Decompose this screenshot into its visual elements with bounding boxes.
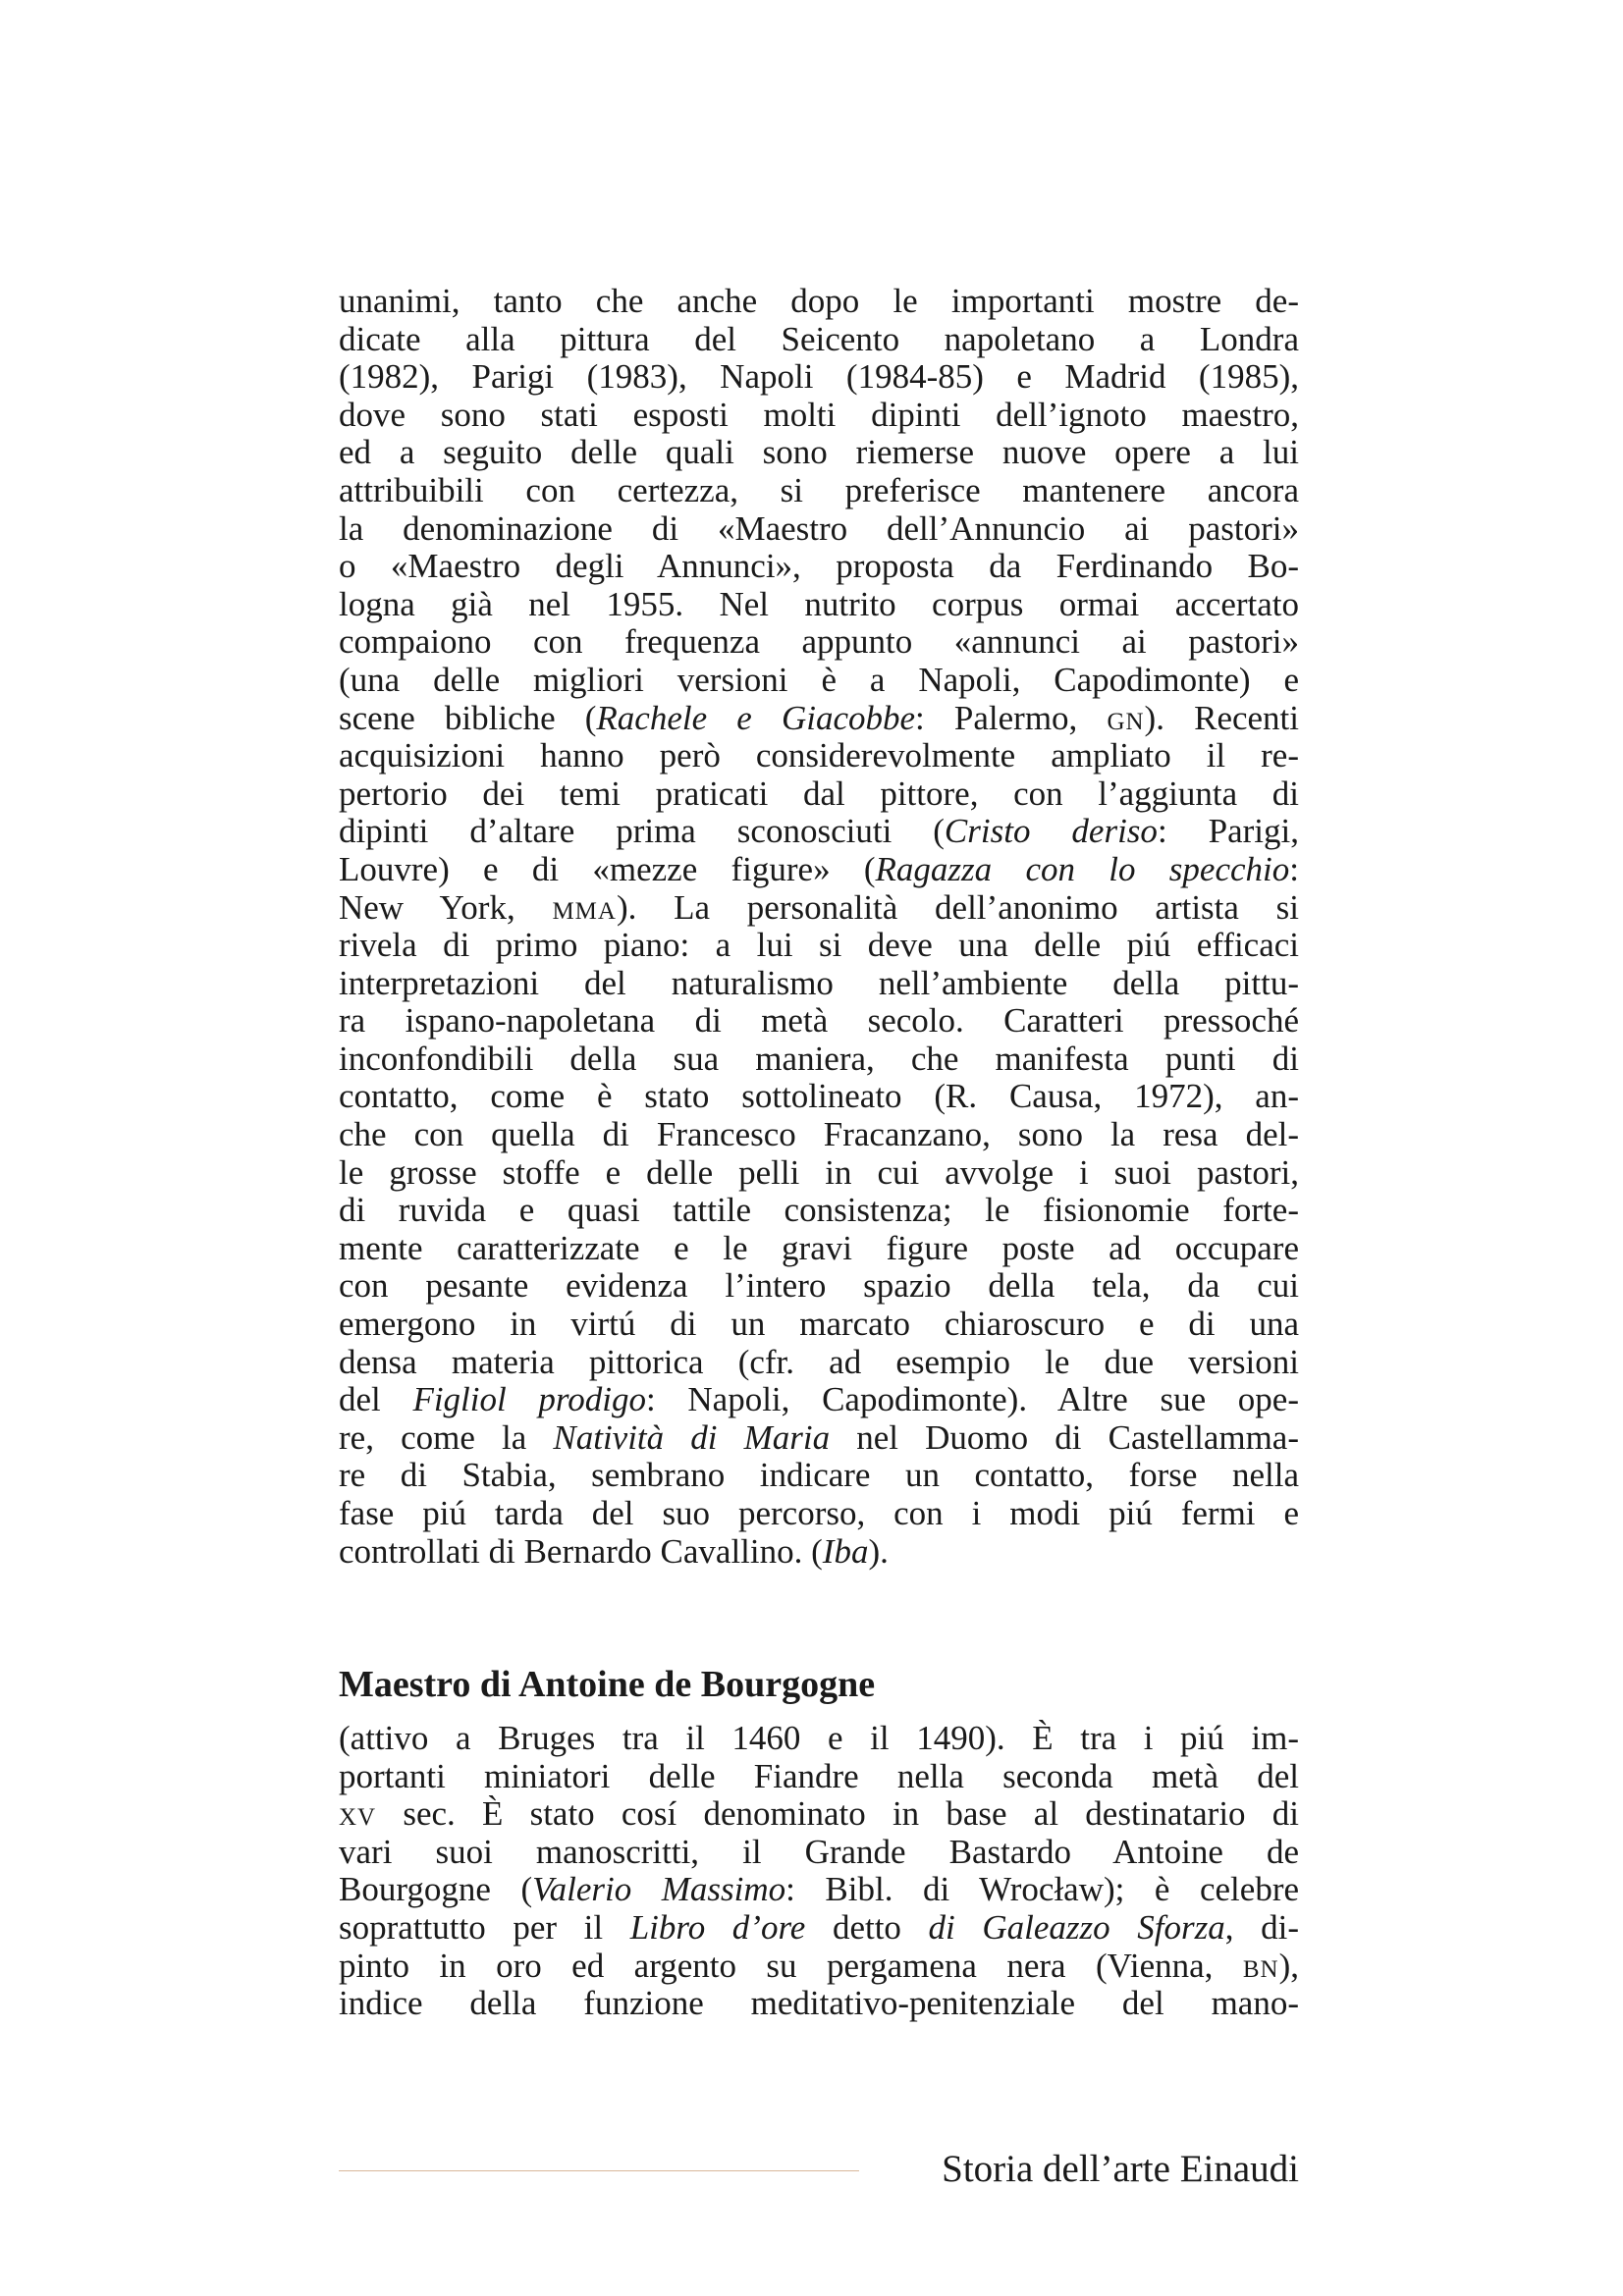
text-line [339, 662, 1299, 700]
text-run: fase piú tarda del suo percorso, con i modi piú fermi e [339, 1494, 1299, 1532]
footer-rule [339, 2170, 859, 2171]
text-run: ). Recenti [1144, 698, 1299, 737]
text-line [339, 1720, 1299, 1758]
text-line [339, 548, 1299, 586]
text-line [339, 1909, 1299, 1948]
library-abbreviation: bn [1242, 1946, 1279, 1985]
text-run: : Bibl. di Wrocław); è celebre [785, 1870, 1300, 1909]
text-run: dicate alla pittura del Seicento napoletano a Londra [339, 319, 1299, 358]
text-run: compaiono con frequenza appunto «annunci ai pastori» [339, 622, 1299, 662]
text-run: o «Maestro degli Annunci», proposta da Ferdinando Bo- [339, 547, 1299, 586]
text-run: attribuibili con certezza, si preferisce mantenere ancora [339, 470, 1299, 509]
text-run: , di- [1224, 1907, 1299, 1947]
artwork-title: Figliol prodigo [412, 1380, 646, 1419]
body-paragraph-2 [339, 1720, 1299, 2023]
text-line [339, 434, 1299, 472]
text-run: del [339, 1380, 413, 1419]
text-run: ), [1278, 1946, 1299, 1985]
text-run: ra ispano-napoletana di metà secolo. Caratteri pressoché [339, 1001, 1299, 1041]
footer-title: Storia dell’arte Einaudi [942, 2148, 1299, 2190]
author-initials: Iba [822, 1531, 869, 1571]
text-run: contatto, come è stato sottolineato (R. Causa, 1972), an- [339, 1077, 1299, 1116]
artwork-title: Natività di Maria [553, 1417, 831, 1457]
text-line [339, 1267, 1299, 1306]
text-run: vari suoi manoscritti, il Grande Bastardo Antoine de [339, 1832, 1299, 1871]
text-line [339, 775, 1299, 814]
artwork-title: Cristo deriso [944, 812, 1158, 851]
text-run: sec. È stato cosí denominato in base al destinatario di [376, 1794, 1299, 1834]
text-run: mente caratterizzate e le gravi figure poste ad occupare [339, 1228, 1299, 1267]
text-run: ). La personalità dell’anonimo artista si [616, 887, 1300, 927]
text-line [339, 851, 1299, 889]
text-run: : [1289, 849, 1299, 888]
text-run: nel Duomo di Castellamma- [830, 1417, 1299, 1457]
text-line [339, 586, 1299, 624]
museum-abbreviation: gn [1107, 698, 1145, 737]
text-line [339, 1154, 1299, 1193]
text-run: re, come la [339, 1417, 554, 1457]
text-run: acquisizioni hanno però considerevolmente ampliato il re- [339, 736, 1299, 775]
text-line [339, 1948, 1299, 1986]
text-line [339, 283, 1299, 321]
text-run: rivela di primo piano: a lui si deve una delle piú efficaci [339, 926, 1299, 965]
manuscript-title: di Galeazzo Sforza [928, 1907, 1225, 1947]
text-run: con pesante evidenza l’intero spazio della tela, da cui [339, 1266, 1299, 1306]
text-run: (una delle migliori versioni è a Napoli, Capodimonte) e [339, 660, 1299, 699]
body-paragraph-1 [339, 283, 1299, 1571]
manuscript-title: Libro d’ore [629, 1907, 806, 1947]
text-run: : Parigi, [1157, 812, 1299, 851]
text-run: (attivo a Bruges tra il 1460 e il 1490). È tra i piú im- [339, 1719, 1299, 1757]
text-line [339, 1306, 1299, 1344]
text-run: : Palermo, [915, 698, 1108, 737]
text-line [339, 1344, 1299, 1382]
text-line [339, 397, 1299, 435]
text-line [339, 510, 1299, 549]
text-line [339, 700, 1299, 738]
text-line [339, 1381, 1299, 1419]
text-line [339, 1041, 1299, 1079]
text-run: ). [868, 1531, 889, 1571]
text-run: densa materia pittorica (cfr. ad esempio le due versioni [339, 1342, 1299, 1381]
text-line [339, 1795, 1299, 1834]
century-numeral: xv [339, 1794, 377, 1834]
text-run: dove sono stati esposti molti dipinti dell’ignoto maestro, [339, 395, 1299, 434]
museum-abbreviation: mma [552, 887, 617, 927]
text-line [339, 1457, 1299, 1495]
text-run: logna già nel 1955. Nel nutrito corpus ormai accertato [339, 584, 1299, 623]
text-run: detto [805, 1907, 929, 1947]
text-run: inconfondibili della sua maniera, che manifesta punti di [339, 1039, 1299, 1078]
text-line [339, 1985, 1299, 2023]
text-run: re di Stabia, sembrano indicare un contatto, forse nella [339, 1456, 1299, 1495]
artwork-title: Ragazza con lo specchio [875, 849, 1290, 888]
text-line [339, 927, 1299, 965]
text-line [339, 1002, 1299, 1041]
text-line [339, 1419, 1299, 1458]
text-line [339, 1533, 1299, 1572]
text-run: ed a seguito delle quali sono riemerse nuove opere a lui [339, 433, 1299, 472]
text-run: dipinti d’altare prima sconosciuti ( [339, 812, 945, 851]
text-run: indice della funzione meditativo-penitenziale del mano- [339, 1984, 1299, 2023]
text-line [339, 1116, 1299, 1154]
text-run: pertorio dei temi praticati dal pittore, con l’aggiunta di [339, 774, 1299, 813]
text-line [339, 889, 1299, 928]
artwork-title: Rachele e Giacobbe [596, 698, 916, 737]
text-line [339, 1834, 1299, 1872]
text-run: la denominazione di «Maestro dell’Annuncio ai pastori» [339, 508, 1299, 548]
text-run: portanti miniatori delle Fiandre nella seconda metà del [339, 1756, 1299, 1795]
text-line [339, 965, 1299, 1003]
text-line [339, 472, 1299, 510]
text-line [339, 358, 1299, 397]
text-line [339, 1871, 1299, 1909]
text-line [339, 1495, 1299, 1533]
text-line [339, 1230, 1299, 1268]
text-run: controllati di Bernardo Cavallino. ( [339, 1531, 823, 1571]
text-line [339, 813, 1299, 851]
text-run: (1982), Parigi (1983), Napoli (1984-85) e Madrid (1985), [339, 357, 1299, 397]
text-line [339, 737, 1299, 775]
manuscript-title: Valerio Massimo [532, 1870, 786, 1909]
text-run: Bourgogne ( [339, 1870, 533, 1909]
text-run: New York, [339, 887, 553, 927]
text-run: scene bibliche ( [339, 698, 597, 737]
text-run: pinto in oro ed argento su pergamena nera (Vienna, [339, 1946, 1243, 1985]
text-line [339, 1078, 1299, 1116]
text-run: che con quella di Francesco Fracanzano, sono la resa del- [339, 1115, 1299, 1154]
text-run: le grosse stoffe e delle pelli in cui avvolge i suoi pastori, [339, 1152, 1299, 1192]
text-line [339, 1758, 1299, 1796]
text-run: emergono in virtú di un marcato chiaroscuro e di una [339, 1305, 1299, 1344]
entry-heading: Maestro di Antoine de Bourgogne [339, 1664, 876, 1705]
text-run: : Napoli, Capodimonte). Altre sue ope- [645, 1380, 1299, 1419]
text-line [339, 623, 1299, 662]
text-line [339, 321, 1299, 359]
text-run: Louvre) e di «mezze figure» ( [339, 849, 876, 888]
text-run: soprattutto per il [339, 1907, 630, 1947]
text-run: unanimi, tanto che anche dopo le importanti mostre de- [339, 282, 1299, 320]
text-run: interpretazioni del naturalismo nell’ambiente della pittu- [339, 963, 1299, 1002]
text-run: di ruvida e quasi tattile consistenza; le fisionomie forte- [339, 1191, 1299, 1230]
text-line [339, 1192, 1299, 1230]
